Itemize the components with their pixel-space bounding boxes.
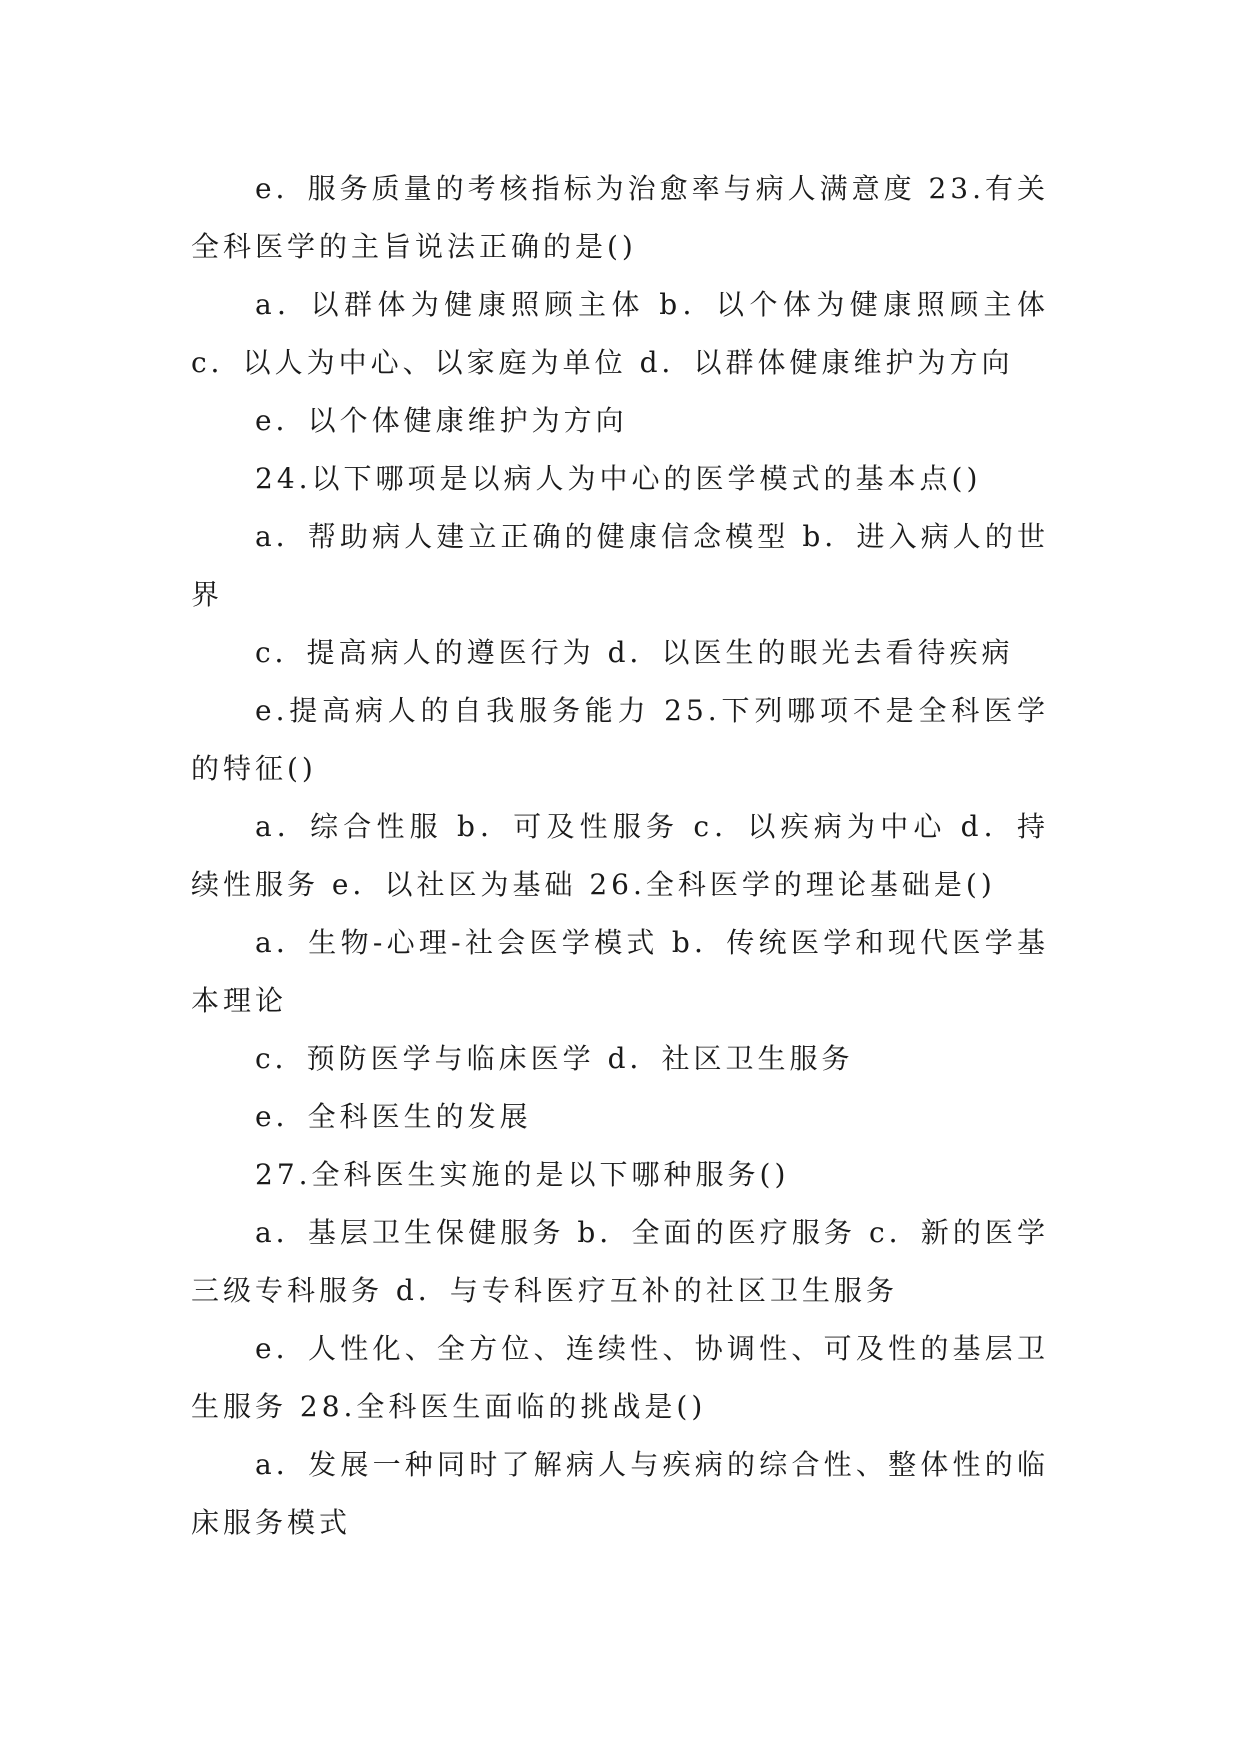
paragraph: e．人性化、全方位、连续性、协调性、可及性的基层卫生服务 28.全科医生面临的挑战是() <box>191 1332 1049 1423</box>
paragraph: a．帮助病人建立正确的健康信念模型 b．进入病人的世界 <box>191 520 1049 611</box>
paragraph: c．提高病人的遵医行为 d．以医生的眼光去看待疾病 <box>255 636 1014 669</box>
paragraph: 24.以下哪项是以病人为中心的医学模式的基本点() <box>255 462 982 495</box>
paragraph: e．以个体健康维护为方向 <box>255 404 628 437</box>
paragraph: e．全科医生的发展 <box>255 1100 532 1133</box>
paragraph: 27.全科医生实施的是以下哪种服务() <box>255 1158 790 1191</box>
paragraph: e．服务质量的考核指标为治愈率与病人满意度 23.有关全科医学的主旨说法正确的是() <box>191 172 1050 263</box>
paragraph: c．预防医学与临床医学 d．社区卫生服务 <box>255 1042 854 1075</box>
paragraph: e.提高病人的自我服务能力 25.下列哪项不是全科医学的特征() <box>191 694 1049 785</box>
paragraph: a．发展一种同时了解病人与疾病的综合性、整体性的临床服务模式 <box>191 1448 1049 1539</box>
paragraph: a．生物-心理-社会医学模式 b．传统医学和现代医学基本理论 <box>191 926 1049 1017</box>
paragraph: a．综合性服 b．可及性服务 c．以疾病为中心 d．持续性服务 e．以社区为基础 26.全科医学的理论基础是() <box>191 810 1049 901</box>
paragraph: a．以群体为健康照顾主体 b．以个体为健康照顾主体 c．以人为中心、以家庭为单位 d．以群体健康维护为方向 <box>191 288 1049 379</box>
document-body <box>191 160 1049 1552</box>
paragraph: a．基层卫生保健服务 b．全面的医疗服务 c．新的医学三级专科服务 d．与专科医疗互补的社区卫生服务 <box>191 1216 1049 1307</box>
